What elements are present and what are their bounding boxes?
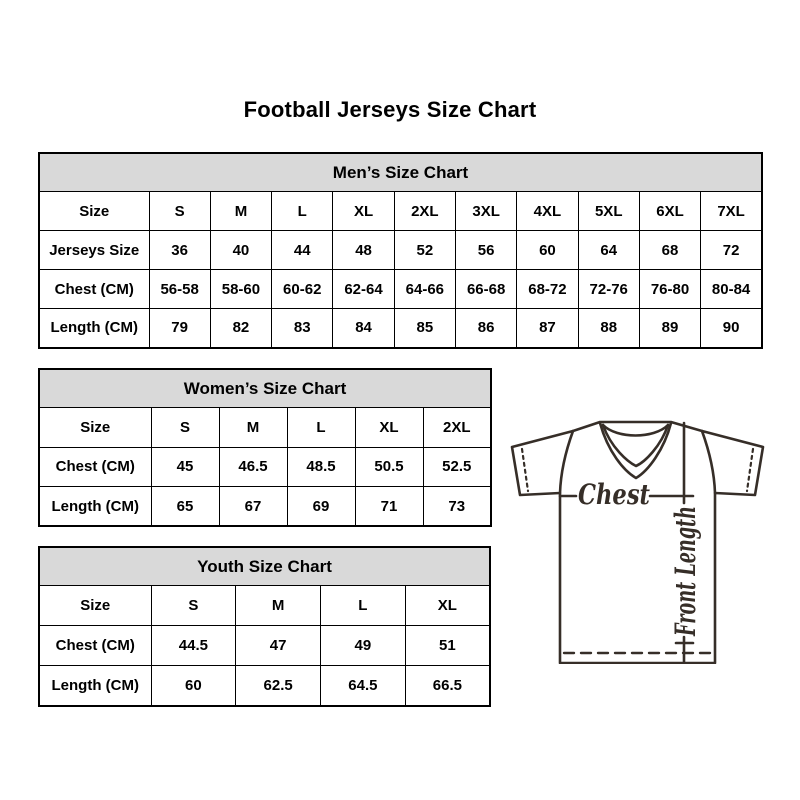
women-row-label: Size — [39, 408, 151, 448]
jersey-measurement-diagram — [504, 412, 766, 664]
youth-cell: XL — [405, 586, 490, 626]
youth-cell: S — [151, 586, 236, 626]
youth-table-header-row — [39, 547, 490, 586]
men-cell: 6XL — [639, 192, 700, 231]
men-cell: 80-84 — [701, 270, 762, 309]
men-cell: 90 — [701, 309, 762, 348]
men-cell: 56-58 — [149, 270, 210, 309]
jersey-right-seam — [702, 431, 715, 493]
men-cell: 68 — [639, 231, 700, 270]
men-cell: 62-64 — [333, 270, 394, 309]
men-cell: 64 — [578, 231, 639, 270]
men-cell: 88 — [578, 309, 639, 348]
men-row-3 — [39, 309, 762, 348]
youth-cell: 64.5 — [321, 666, 406, 706]
men-cell: 3XL — [455, 192, 516, 231]
men-row-2 — [39, 270, 762, 309]
women-cell: 46.5 — [219, 447, 287, 487]
youth-row-2 — [39, 666, 490, 706]
front-length-label: Front Length — [669, 429, 702, 636]
men-cell: 40 — [210, 231, 271, 270]
men-cell: 4XL — [517, 192, 578, 231]
men-cell: 82 — [210, 309, 271, 348]
youth-cell: 66.5 — [405, 666, 490, 706]
youth-cell: M — [236, 586, 321, 626]
men-cell: 89 — [639, 309, 700, 348]
men-cell: S — [149, 192, 210, 231]
youth-table-title: Youth Size Chart — [39, 547, 490, 586]
women-row-2 — [39, 487, 491, 527]
men-row-label: Size — [39, 192, 149, 231]
men-size-table — [38, 152, 763, 349]
men-table-title: Men’s Size Chart — [39, 153, 762, 192]
men-cell: 52 — [394, 231, 455, 270]
women-cell: 50.5 — [355, 447, 423, 487]
youth-cell: 51 — [405, 626, 490, 666]
women-size-table — [38, 368, 492, 527]
women-cell: 67 — [219, 487, 287, 527]
men-row-label: Jerseys Size — [39, 231, 149, 270]
jersey-outline — [512, 422, 763, 663]
women-cell: L — [287, 408, 355, 448]
men-cell: 76-80 — [639, 270, 700, 309]
youth-row-0 — [39, 586, 490, 626]
men-cell: 36 — [149, 231, 210, 270]
men-row-label: Chest (CM) — [39, 270, 149, 309]
youth-cell: 49 — [321, 626, 406, 666]
men-size-chart-section — [38, 152, 763, 349]
right-cuff-dashed-line — [747, 449, 753, 491]
youth-cell: 60 — [151, 666, 236, 706]
youth-cell: 44.5 — [151, 626, 236, 666]
men-cell: 2XL — [394, 192, 455, 231]
women-cell: 45 — [151, 447, 219, 487]
women-cell: 69 — [287, 487, 355, 527]
men-cell: 85 — [394, 309, 455, 348]
youth-row-1 — [39, 626, 490, 666]
women-cell: 73 — [423, 487, 491, 527]
youth-row-label: Chest (CM) — [39, 626, 151, 666]
women-cell: 71 — [355, 487, 423, 527]
youth-row-label: Size — [39, 586, 151, 626]
jersey-diagram-svg — [504, 412, 766, 664]
jersey-left-seam — [560, 431, 573, 493]
men-cell: M — [210, 192, 271, 231]
women-cell: 65 — [151, 487, 219, 527]
women-table-title: Women’s Size Chart — [39, 369, 491, 408]
men-cell: 68-72 — [517, 270, 578, 309]
men-cell: 48 — [333, 231, 394, 270]
men-cell: 86 — [455, 309, 516, 348]
men-cell: 44 — [272, 231, 333, 270]
women-row-1 — [39, 447, 491, 487]
women-size-chart-section — [38, 368, 492, 527]
women-row-label: Chest (CM) — [39, 447, 151, 487]
men-cell: XL — [333, 192, 394, 231]
women-cell: S — [151, 408, 219, 448]
youth-row-label: Length (CM) — [39, 666, 151, 706]
youth-size-table — [38, 546, 491, 707]
men-cell: 64-66 — [394, 270, 455, 309]
men-cell: 72-76 — [578, 270, 639, 309]
women-row-0 — [39, 408, 491, 448]
men-cell: 79 — [149, 309, 210, 348]
youth-size-chart-section — [38, 546, 491, 707]
women-row-label: Length (CM) — [39, 487, 151, 527]
women-cell: 52.5 — [423, 447, 491, 487]
women-cell: 2XL — [423, 408, 491, 448]
left-cuff-dashed-line — [522, 449, 528, 491]
women-cell: XL — [355, 408, 423, 448]
men-row-0 — [39, 192, 762, 231]
men-cell: 60 — [517, 231, 578, 270]
jersey-collar-arc — [603, 425, 668, 436]
youth-cell: L — [321, 586, 406, 626]
men-cell: 56 — [455, 231, 516, 270]
men-cell: 84 — [333, 309, 394, 348]
chest-label: Chest — [578, 478, 651, 511]
men-cell: 58-60 — [210, 270, 271, 309]
women-cell: M — [219, 408, 287, 448]
women-table-header-row — [39, 369, 491, 408]
men-cell: 72 — [701, 231, 762, 270]
page-title: Football Jerseys Size Chart — [243, 97, 537, 122]
men-cell: 87 — [517, 309, 578, 348]
men-row-label: Length (CM) — [39, 309, 149, 348]
men-cell: 7XL — [701, 192, 762, 231]
men-cell: L — [272, 192, 333, 231]
men-cell: 66-68 — [455, 270, 516, 309]
youth-cell: 62.5 — [236, 666, 321, 706]
men-row-1 — [39, 231, 762, 270]
men-cell: 5XL — [578, 192, 639, 231]
men-table-header-row — [39, 153, 762, 192]
women-cell: 48.5 — [287, 447, 355, 487]
youth-cell: 47 — [236, 626, 321, 666]
men-cell: 60-62 — [272, 270, 333, 309]
men-cell: 83 — [272, 309, 333, 348]
